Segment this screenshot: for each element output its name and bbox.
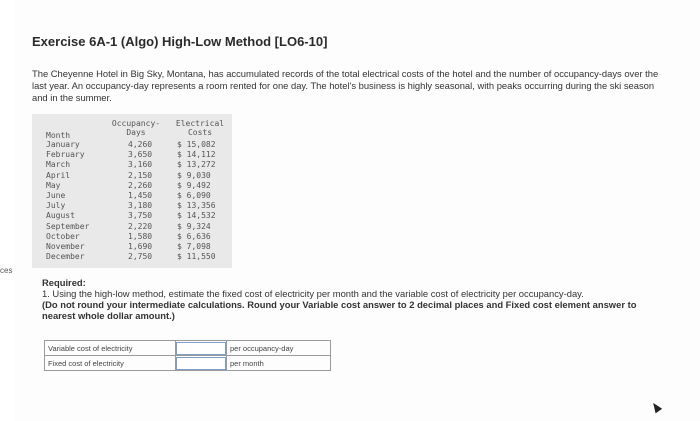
cell-month: May: [46, 180, 61, 190]
cell-month: February: [46, 150, 85, 160]
cell-occupancy-days: 2,750: [128, 252, 153, 262]
cell-occupancy-days: 3,750: [128, 211, 153, 221]
cell-electrical-cost: $ 6,090: [177, 190, 211, 200]
answer-input-cell: [176, 341, 227, 356]
cell-electrical-cost: $ 6,636: [177, 231, 211, 241]
required-section: [42, 277, 672, 321]
cell-month: January: [46, 140, 80, 149]
cell-electrical-cost: $ 15,082: [177, 140, 216, 149]
table-row: [32, 222, 232, 232]
cell-month: December: [46, 252, 85, 262]
page-title: Exercise 6A-1 (Algo) High-Low Method [LO6-10]: [32, 34, 328, 49]
answer-unit-variable: per occupancy-day: [227, 341, 331, 356]
table-row: [32, 160, 232, 170]
header-occupancy-line1: Occupancy-: [111, 119, 161, 128]
cell-electrical-cost: $ 14,532: [177, 211, 216, 221]
header-costs-line2: Costs: [187, 128, 213, 137]
answer-unit-fixed: per month: [227, 356, 331, 371]
fixed-cost-input[interactable]: [176, 357, 226, 370]
header-electrical-costs: [168, 119, 232, 137]
table-row: [32, 242, 232, 252]
table-row: [32, 201, 232, 211]
data-table: [32, 114, 232, 268]
answer-row-fixed: [45, 356, 331, 371]
cell-month: July: [46, 201, 66, 211]
table-row: [32, 140, 232, 150]
cell-occupancy-days: 2,150: [128, 170, 153, 180]
header-costs-line1: Electrical: [175, 119, 225, 128]
cell-electrical-cost: $ 14,112: [177, 150, 216, 160]
cell-electrical-cost: $ 13,272: [177, 160, 216, 170]
cell-month: August: [46, 211, 75, 221]
cell-electrical-cost: $ 9,492: [177, 180, 211, 190]
cell-occupancy-days: 2,260: [128, 180, 153, 190]
cell-month: June: [46, 190, 66, 200]
cell-occupancy-days: 3,160: [128, 160, 153, 170]
cell-occupancy-days: 3,650: [128, 150, 153, 160]
table-row: [32, 252, 232, 262]
table-row: [32, 181, 232, 191]
table-row: [32, 171, 232, 181]
variable-cost-input[interactable]: [176, 342, 226, 355]
cell-month: March: [46, 160, 71, 170]
cell-electrical-cost: $ 9,030: [177, 170, 211, 180]
cell-occupancy-days: 1,450: [128, 190, 153, 200]
answer-row-variable: [45, 341, 331, 356]
answer-table: [44, 340, 331, 371]
cell-occupancy-days: 1,580: [128, 231, 153, 241]
cell-electrical-cost: $ 7,098: [177, 241, 211, 251]
cell-electrical-cost: $ 11,550: [177, 252, 216, 262]
table-row: [32, 232, 232, 242]
sidebar-fragment: ces: [0, 266, 13, 275]
cell-occupancy-days: 4,260: [128, 140, 153, 149]
header-occupancy-line2: Days: [126, 128, 146, 137]
answer-label-variable: Variable cost of electricity: [45, 341, 176, 356]
cell-month: September: [46, 221, 90, 231]
cell-electrical-cost: $ 9,324: [177, 221, 211, 231]
cell-month: November: [46, 241, 85, 251]
required-question: 1. Using the high-low method, estimate the fixed cost of electricity per month and the variable cost of electricity per occupancy-day.: [42, 288, 584, 299]
table-body: [32, 140, 232, 262]
table-row: [32, 150, 232, 160]
cell-electrical-cost: $ 13,356: [177, 201, 216, 211]
answer-input-cell: [176, 356, 227, 371]
cell-occupancy-days: 2,220: [128, 221, 153, 231]
cell-month: October: [46, 231, 80, 241]
problem-description: The Cheyenne Hotel in Big Sky, Montana, has accumulated records of the total electrical costs of the hotel and the number of occupancy-days over the last year. An occupancy-day represents a room rented for one day. The hotel's business is highly seasonal, with peaks occurring during the ski season and in the summer.: [32, 68, 659, 103]
table-row: [32, 191, 232, 201]
header-occupancy-days: [106, 119, 166, 137]
required-instructions: (Do not round your intermediate calculations. Round your Variable cost answer to 2 decimal places and Fixed cost element answer to nearest whole dollar amount.): [42, 299, 637, 321]
cell-occupancy-days: 1,690: [128, 241, 153, 251]
cell-occupancy-days: 3,180: [128, 201, 153, 211]
table-row: [32, 211, 232, 221]
answer-label-fixed: Fixed cost of electricity: [45, 356, 176, 371]
header-month: Month: [46, 131, 71, 140]
cell-month: April: [46, 170, 71, 180]
required-title: Required:: [42, 277, 86, 288]
